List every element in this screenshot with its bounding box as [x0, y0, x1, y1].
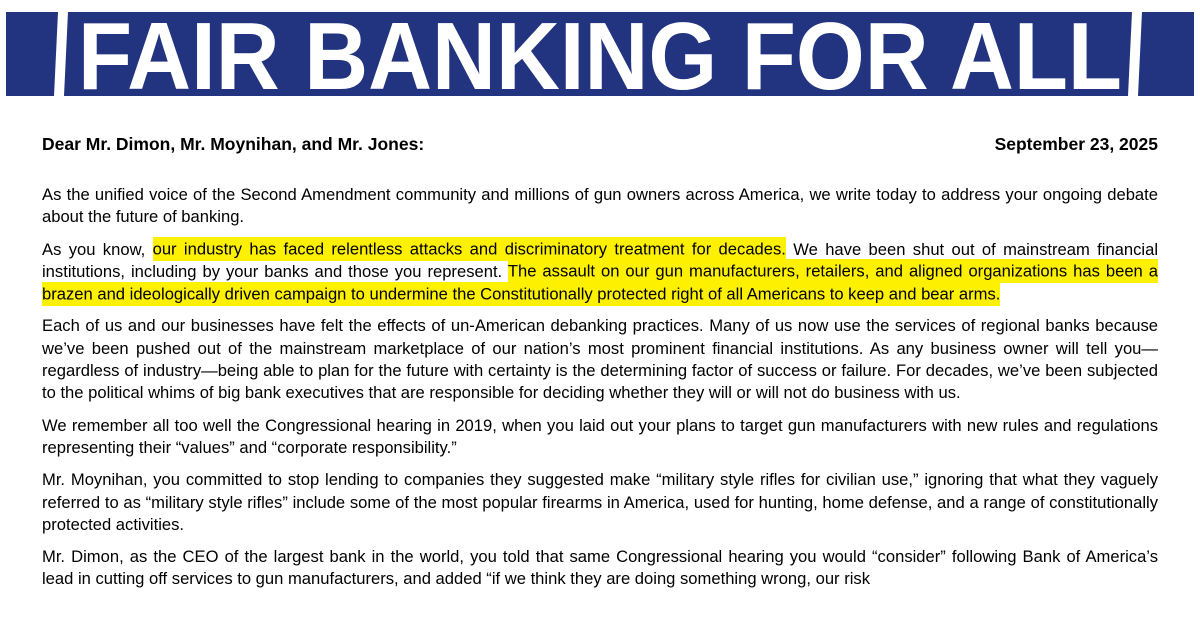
highlighted-text: The assault on our gun manufacturers, retailers, and aligned organizations has been a brazen and ideologically driven campaign to undermine the Constitutionally protected right of all Americans to keep and bear arms. [42, 259, 1158, 305]
paragraph-text: As you know, [42, 239, 153, 259]
banner-title: FAIR BANKING FOR ALL [78, 12, 1122, 96]
letter-body [42, 184, 1158, 591]
paragraph [42, 239, 1158, 306]
paragraph-text: We remember all too well the Congressional hearing in 2019, when you laid out your plans to target gun manufacturers with new rules and regulations representing their “values” and “corporate responsibility.” [42, 415, 1158, 457]
letter [0, 134, 1200, 591]
paragraph-text: We have been shut out of mainstream financial institutions, including by your banks and those you represent. [42, 239, 1159, 281]
salutation: Dear Mr. Dimon, Mr. Moynihan, and Mr. Jones: [42, 134, 425, 154]
paragraph [42, 315, 1158, 404]
highlighted-text: our industry has faced relentless attacks and discriminatory treatment for decades. [153, 237, 786, 261]
letter-head [42, 134, 1158, 155]
paragraph [42, 184, 1158, 229]
paragraph-text: Each of us and our businesses have felt the effects of un-American debanking practices. Many of us now use the services of regional banks because we’ve been pushed out of the mainstream marketplace of our nation’s most prominent financial institutions. As any business owner will tell you—regardless of industry—being able to plan for the future with certainty is the determining factor of success or failure. For decades, we’ve been subjected to the political whims of big bank executives that are responsible for deciding whether they will or will not do business with us. [42, 316, 1158, 403]
paragraph-text: Mr. Dimon, as the CEO of the largest bank in the world, you told that same Congressional hearing you would “consider” following Bank of America’s lead in cutting off services to gun manufacturers, and added “if we think they are doing something wrong, our risk [42, 547, 1158, 589]
paragraph [42, 546, 1158, 591]
banner-logo [6, 12, 1194, 96]
paragraph-text: Mr. Moynihan, you committed to stop lending to companies they suggested make “military style rifles for civilian use,” ignoring that what they vaguely referred to as “military style rifles” include some of the most popular firearms in America, used for hunting, home defense, and a range of constitutionally protected activities. [42, 470, 1158, 534]
letter-date: September 23, 2025 [994, 134, 1158, 154]
banner [6, 12, 1194, 96]
paragraph [42, 469, 1158, 536]
paragraph-text: As the unified voice of the Second Amendment community and millions of gun owners across America, we write today to address your ongoing debate about the future of banking. [42, 185, 1158, 227]
paragraph [42, 415, 1158, 460]
